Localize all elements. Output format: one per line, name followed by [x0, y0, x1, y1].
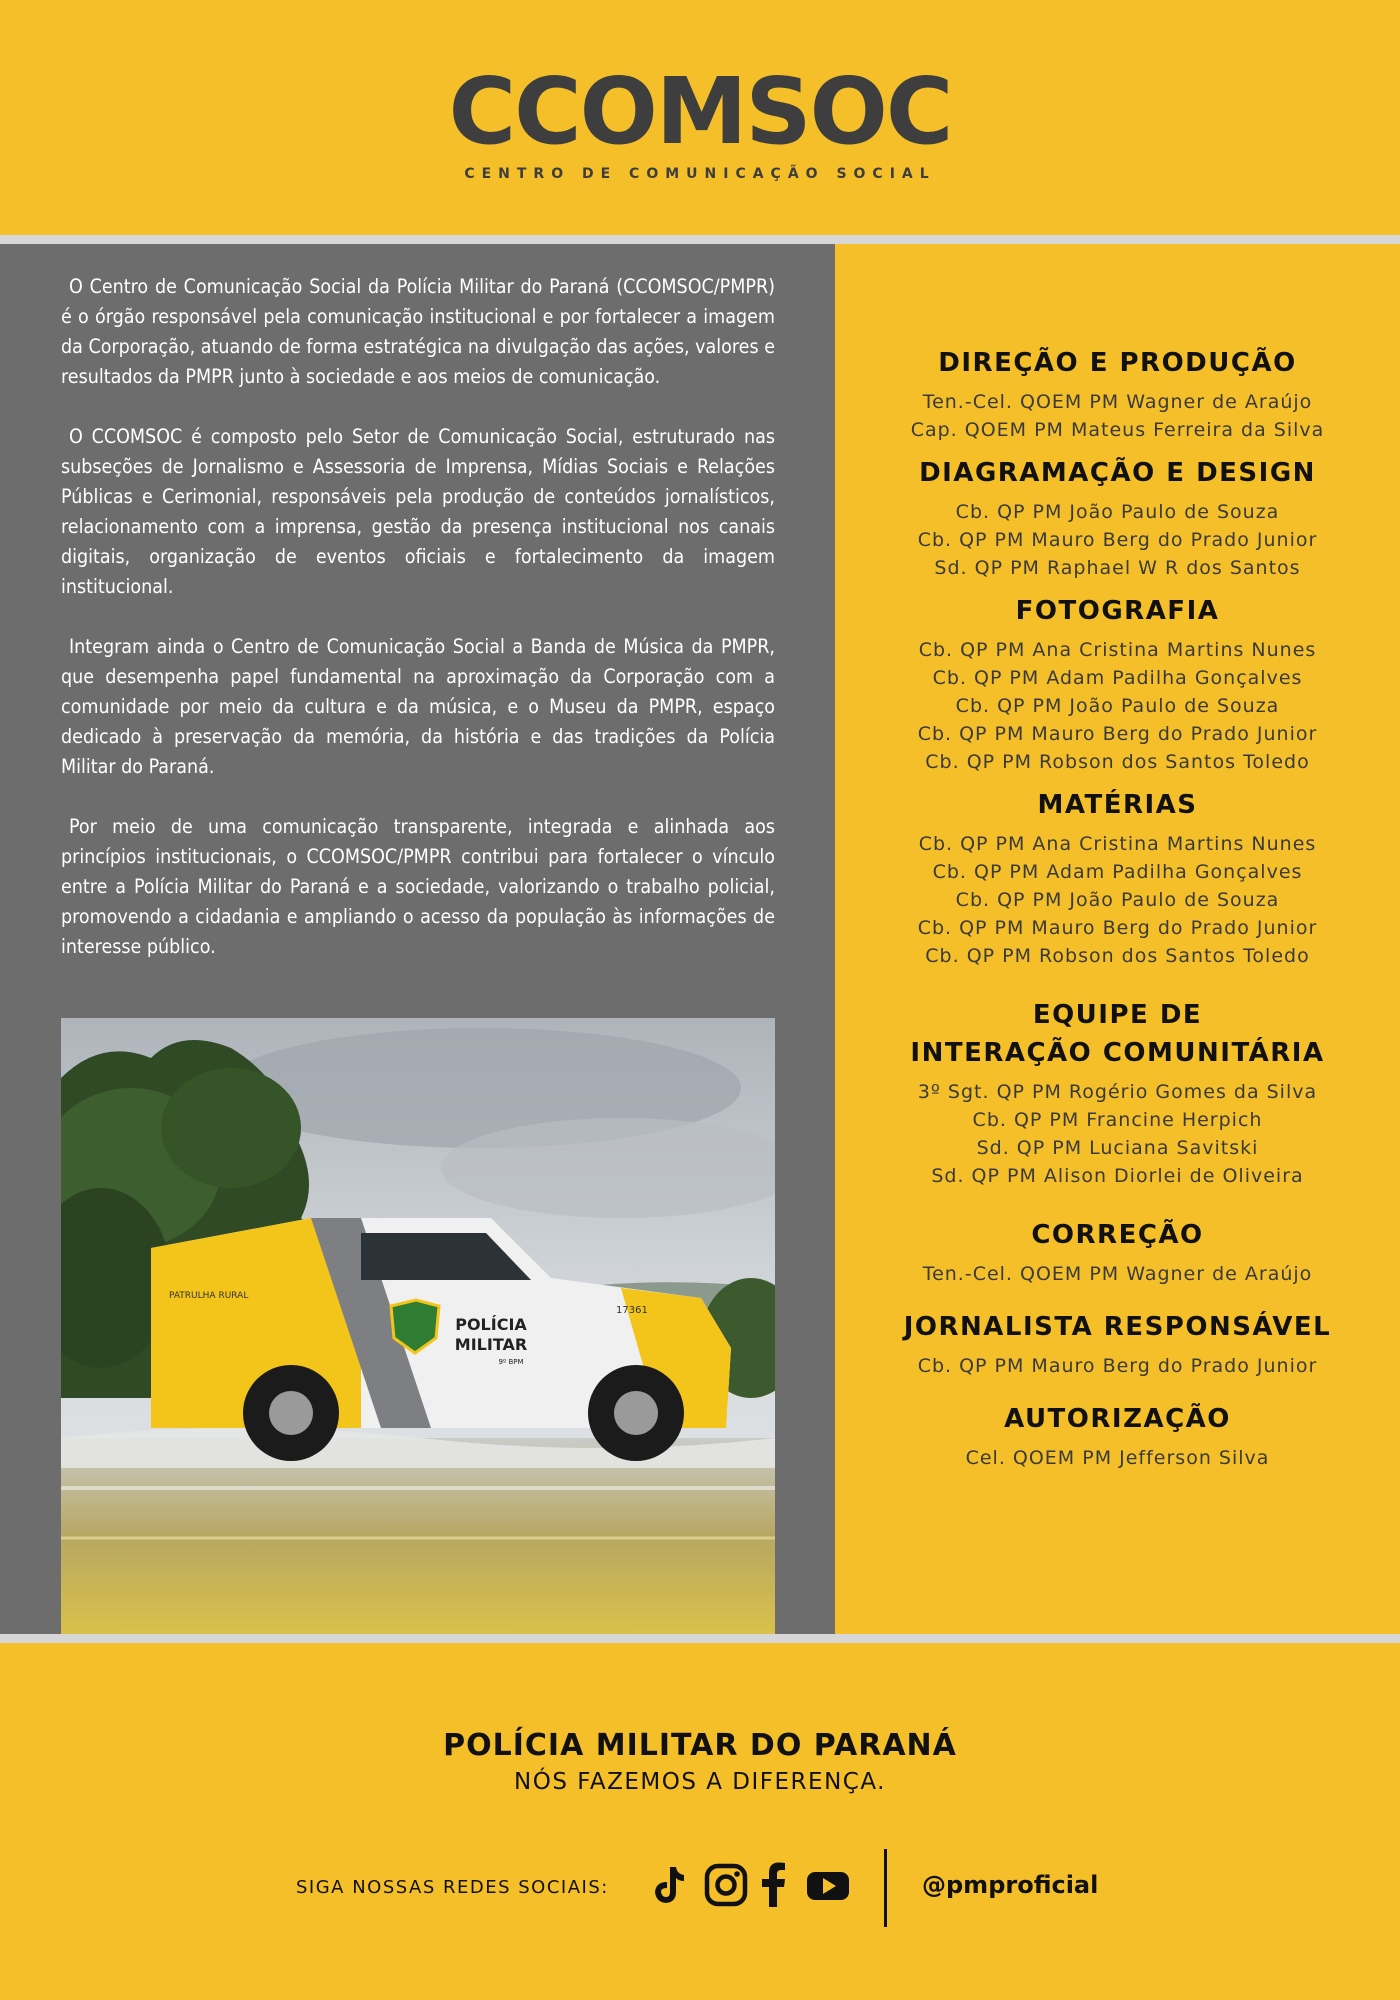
- credit-section: [835, 592, 1400, 776]
- credit-section-title: FOTOGRAFIA: [1015, 596, 1220, 626]
- credit-name: Sd. QP PM Raphael W R dos Santos: [934, 557, 1301, 579]
- credit-section: [835, 454, 1400, 582]
- intro-text: [61, 272, 775, 992]
- divider-top: [0, 235, 1400, 244]
- credit-section: [835, 786, 1400, 970]
- footer-title: POLÍCIA MILITAR DO PARANÁ: [443, 1728, 957, 1763]
- credit-name: Cap. QOEM PM Mateus Ferreira da Silva: [910, 419, 1325, 441]
- credit-section: [835, 1308, 1400, 1380]
- credit-name: Cel. QOEM PM Jefferson Silva: [965, 1447, 1270, 1469]
- credit-name: Cb. QP PM Mauro Berg do Prado Junior: [917, 1355, 1318, 1377]
- vehicle-text-1: POLÍCIA: [455, 1315, 527, 1334]
- credit-name: Sd. QP PM Luciana Savitski: [976, 1137, 1259, 1159]
- credit-name: Ten.-Cel. QOEM PM Wagner de Araújo: [922, 1263, 1313, 1285]
- logo-title: CCOMSOC: [448, 58, 952, 165]
- intro-paragraph-1: O Centro de Comunicação Social da Polícia Militar do Paraná (CCOMSOC/PMPR) é o órgão responsável pela comunicação institucional e por fortalecer a imagem da Corporação, atuando de forma estratégica na divulgação das ações, valores e resultados da PMPR junto à sociedade e aos meios de comunicação.: [61, 275, 775, 388]
- credit-name: Sd. QP PM Alison Diorlei de Oliveira: [931, 1165, 1304, 1187]
- logo: [0, 58, 1400, 182]
- credit-name: Cb. QP PM Mauro Berg do Prado Junior: [917, 529, 1318, 551]
- vehicle-side-label: PATRULHA RURAL: [169, 1291, 249, 1301]
- credit-section-title: JORNALISTA RESPONSÁVEL: [903, 1312, 1332, 1342]
- credit-name: Cb. QP PM Mauro Berg do Prado Junior: [917, 917, 1318, 939]
- youtube-icon[interactable]: [806, 1861, 850, 1909]
- divider-bottom: [0, 1634, 1400, 1643]
- footer-divider: [884, 1849, 887, 1927]
- social-label: SIGA NOSSAS REDES SOCIAIS:: [296, 1877, 609, 1898]
- credit-section-title: CORREÇÃO: [1031, 1220, 1204, 1250]
- footer-slogan: NÓS FAZEMOS A DIFERENÇA.: [514, 1769, 886, 1795]
- facebook-icon[interactable]: [758, 1861, 788, 1909]
- credit-section: [835, 1216, 1400, 1288]
- credit-name: Cb. QP PM Ana Cristina Martins Nunes: [918, 833, 1317, 855]
- logo-subtitle: CENTRO DE COMUNICAÇÃO SOCIAL: [464, 166, 936, 182]
- intro-paragraph-2: O CCOMSOC é composto pelo Setor de Comunicação Social, estruturado nas subseções de Jornalismo e Assessoria de Imprensa, Mídias Sociais e Relações Públicas e Cerimonial, responsáveis pela produção de conteúdos jornalísticos, relacionamento com a imprensa, gestão da presença institucional nos canais digitais, organização de eventos oficiais e fortalecimento da imagem institucional.: [61, 425, 775, 598]
- credit-name: Cb. QP PM Mauro Berg do Prado Junior: [917, 723, 1318, 745]
- credit-name: Cb. QP PM Ana Cristina Martins Nunes: [918, 639, 1317, 661]
- vehicle-text-3: 9º BPM: [498, 1358, 524, 1366]
- intro-paragraph-3: Integram ainda o Centro de Comunicação Social a Banda de Música da PMPR, que desempenha papel fundamental na aproximação da Corporação com a comunidade por meio da cultura e da música, e o Museu da PMPR, espaço dedicado à preservação da memória, da história e das tradições da Polícia Militar do Paraná.: [61, 635, 775, 778]
- credits-panel: [835, 244, 1400, 1634]
- vehicle-text-2: MILITAR: [454, 1335, 528, 1354]
- credit-section-title: INTERAÇÃO COMUNITÁRIA: [910, 1038, 1325, 1068]
- credit-name: Cb. QP PM João Paulo de Souza: [955, 501, 1280, 523]
- credit-section-title: DIREÇÃO E PRODUÇÃO: [938, 348, 1297, 378]
- tiktok-icon[interactable]: [644, 1861, 692, 1909]
- credit-section-title: AUTORIZAÇÃO: [1004, 1404, 1231, 1434]
- credit-name: 3º Sgt. QP PM Rogério Gomes da Silva: [917, 1081, 1318, 1103]
- credit-name: Cb. QP PM Francine Herpich: [972, 1109, 1263, 1131]
- social-handle[interactable]: @pmproficial: [922, 1871, 1099, 1899]
- vehicle-number: 17361: [616, 1305, 648, 1316]
- credit-section: [835, 1400, 1400, 1472]
- credit-section: [835, 344, 1400, 444]
- credit-section-title: DIAGRAMAÇÃO E DESIGN: [919, 458, 1316, 488]
- credit-name: Cb. QP PM Robson dos Santos Toledo: [925, 945, 1310, 967]
- credit-name: Cb. QP PM Adam Padilha Gonçalves: [932, 861, 1303, 883]
- footer: [0, 1643, 1400, 2000]
- credit-section-title: EQUIPE DE: [1032, 1000, 1203, 1030]
- credit-name: Cb. QP PM Adam Padilha Gonçalves: [932, 667, 1303, 689]
- police-vehicle-photo: [61, 1018, 775, 1634]
- credit-name: Cb. QP PM João Paulo de Souza: [955, 695, 1280, 717]
- intro-paragraph-4: Por meio de uma comunicação transparente, integrada e alinhada aos princípios institucionais, o CCOMSOC/PMPR contribui para fortalecer o vínculo entre a Polícia Militar do Paraná e a sociedade, valorizando o trabalho policial, promovendo a cidadania e ampliando o acesso da população às informações de interesse público.: [61, 815, 775, 958]
- header: [0, 0, 1400, 236]
- credit-section-title: MATÉRIAS: [1037, 790, 1198, 820]
- intro-panel: [0, 244, 835, 1634]
- instagram-icon[interactable]: [702, 1861, 750, 1909]
- credit-section: [835, 996, 1400, 1190]
- credit-name: Ten.-Cel. QOEM PM Wagner de Araújo: [922, 391, 1313, 413]
- credit-name: Cb. QP PM Robson dos Santos Toledo: [925, 751, 1310, 773]
- credits-list: [835, 344, 1400, 1472]
- credit-name: Cb. QP PM João Paulo de Souza: [955, 889, 1280, 911]
